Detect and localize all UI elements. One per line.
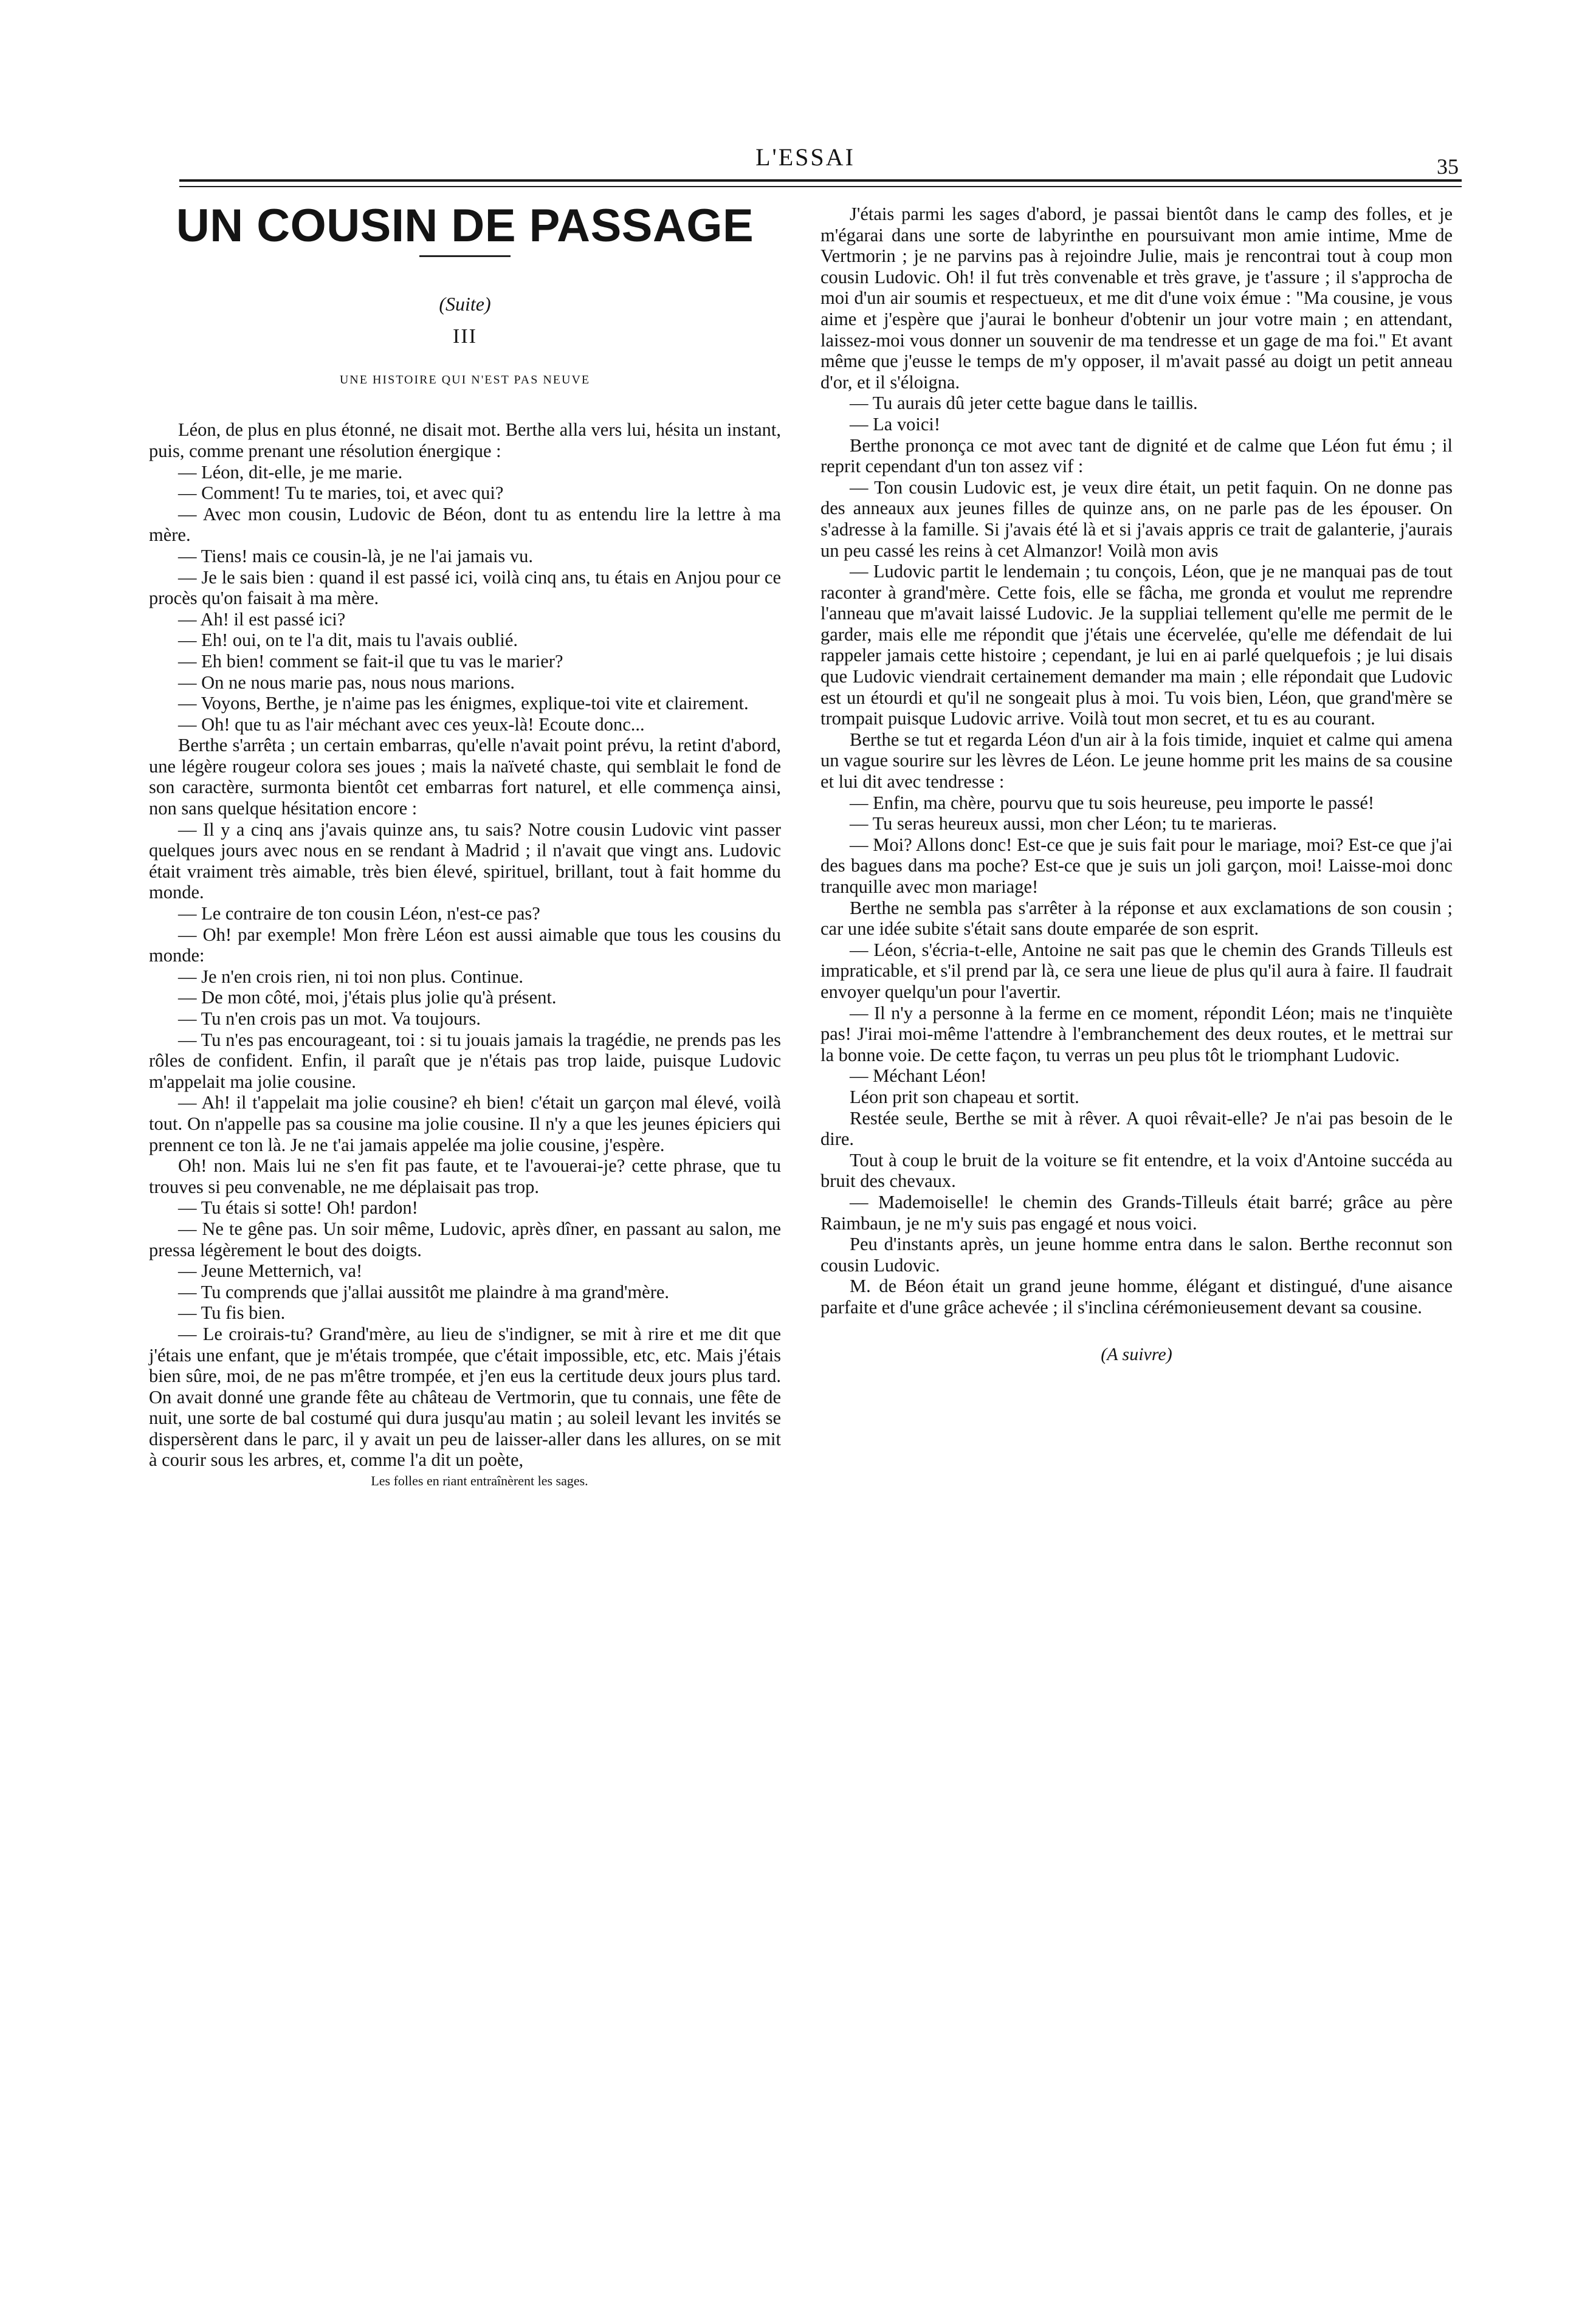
paragraph: J'étais parmi les sages d'abord, je passai bientôt dans le camp des folles, et je m'égarai dans une sorte de labyrinthe en poursuivant mon amie intime, Mme de Vertmorin ; je ne parvins pas à rejoindre Julie, mais je rencontrai tout à coup mon cousin Ludovic. Oh! il fut très convenable et très grave, je t'assure ; il s'approcha de moi d'un air soumis et respectueux, et me dit d'une voix émue : "Ma cousine, je vous aime et j'espère que j'aurai le bonheur d'obtenir un jour votre main ; en attendant, laissez-moi vous donner un souvenir de ma tendresse et un gage de ma foi." Et avant même que j'eusse le temps de m'y opposer, il m'avait passé au doigt un petit anneau d'or, et il s'éloigna. [820,204,1453,393]
paragraph: Oh! non. Mais lui ne s'en fit pas faute, et te l'avouerai-je? cette phrase, que tu trouves si peu convenable, ne me déplaisait pas trop. [149,1155,781,1197]
paragraph: — Léon, dit-elle, je me marie. [178,461,403,483]
paragraph: — Tu comprends que j'allai aussitôt me plaindre à ma grand'mère. [178,1281,670,1302]
left-column [149,200,781,1492]
paragraph: — Ah! il est passé ici? [178,608,346,630]
paragraph: — La voici! [850,413,941,435]
paragraph: — Méchant Léon! [850,1065,987,1087]
paragraph: — Enfin, ma chère, pourvu que tu sois heureuse, peu importe le passé! [850,792,1375,813]
paragraph: — On ne nous marie pas, nous nous marions. [178,672,515,693]
paragraph: Berthe s'arrêta ; un certain embarras, qu'elle n'avait point prévu, la retint d'abord, une légère rougeur colora ses joues ; mais la naïveté chaste, qui semblait le fond de son caractère, surmonta bientôt cet embarras fort naturel, et elle commença ainsi, non sans quelque hésitation encore : [149,735,781,819]
paragraph: — Eh! oui, on te l'a dit, mais tu l'avais oublié. [178,630,518,651]
paragraph: — Comment! Tu te maries, toi, et avec qui? [178,483,504,504]
paragraph: — Il n'y a personne à la ferme en ce moment, répondit Léon; mais ne t'inquiète pas! J'irai moi-même l'attendre à l'embranchement des deux routes, et le mettrai sur la bonne voie. De cette façon, tu verras un peu plus tôt le triomphant Ludovic. [820,1002,1453,1065]
paragraph: — De mon côté, moi, j'étais plus jolie qu'à présent. [178,987,557,1008]
paragraph: — Tu n'es pas encourageant, toi : si tu jouais jamais la tragédie, ne prends pas les rôles de confident. Enfin, il paraît que je n'étais pas trop laide, puisque Ludovic m'appelait ma jolie cousine. [149,1029,781,1092]
paragraph: — Moi? Allons donc! Est-ce que je suis fait pour le mariage, moi? Est-ce que j'ai des bagues dans ma poche? Est-ce que je suis un joli garçon, moi! Laisse-moi donc tranquille avec mon mariage! [820,834,1453,897]
chapter-title: UNE HISTOIRE QUI N'EST PAS NEUVE [339,373,591,387]
header-rule-thin [179,186,1462,187]
page-number: 35 [1437,154,1459,179]
paragraph: Berthe se tut et regarda Léon d'un air à la fois timide, inquiet et calme qui amena un vague sourire sur les lèvres de Léon. Le jeune homme prit les mains de sa cousine et lui dit avec tendresse : [820,729,1453,792]
paragraph: — Ton cousin Ludovic est, je veux dire était, un petit faquin. On ne donne pas des anneaux aux jeunes filles de quinze ans, on ne parle pas de les épouser. On s'adresse à la famille. Si j'avais été là et si j'avais appris ce trait de galanterie, j'aurais un peu cassé les reins à cet Almanzor! Voilà mon avis [820,476,1453,561]
to-be-continued: (A suivre) [1101,1344,1172,1365]
suite-label: (Suite) [439,292,491,315]
paragraph: — Tu aurais dû jeter cette bague dans le taillis. [850,393,1198,414]
verse-caption: Les folles en riant entraînèrent les sages. [371,1473,588,1489]
paragraph: — Le contraire de ton cousin Léon, n'est-ce pas? [178,903,540,924]
paragraph: — Léon, s'écria-t-elle, Antoine ne sait pas que le chemin des Grands Tilleuls est impraticable, et s'il prend par là, ce sera une lieue de plus qu'il aura à faire. Il faudrait envoyer quelqu'un pour l'avertir. [820,939,1453,1002]
paragraph: Peu d'instants après, un jeune homme entra dans le salon. Berthe reconnut son cousin Ludovic. [820,1234,1453,1276]
paragraph: — Le croirais-tu? Grand'mère, au lieu de s'indigner, se mit à rire et me dit que j'étais une enfant, que je m'étais trompée, que c'était impossible, etc, etc. Mais j'étais bien sûre, moi, de ne pas m'être trompée, et j'en eus la certitude deux jours plus tard. On avait donné une grande fête au château de Vertmorin, que tu connais, une fête de nuit, une sorte de bal costumé qui dura jusqu'au matin ; au soleil levant les invités se dispersèrent dans le parc, il y avait un peu de laisser-aller dans les allures, on se mit à courir sous les arbres, et, comme l'a dit un poète, [149,1323,781,1471]
paragraph: — Ludovic partit le lendemain ; tu conçois, Léon, que je ne manquai pas de tout raconter à grand'mère. Cette fois, elle se fâcha, me gronda et voulut me reprendre l'anneau que m'avait laissé Ludovic. Je la suppliai tellement qu'elle me permit de le garder, mais elle me répondit que j'étais une écervelée, qu'elle me défendait de lui rappeler jamais cette histoire ; cependant, je lui en ai parlé quelquefois ; je lui disais que Ludovic viendrait certainement demander ma main ; elle répondait que Ludovic est un étourdi et qu'il ne songeait plus à moi. Tu vois bien, Léon, que grand'mère se trompait puisque Ludovic arrive. Voilà tout mon secret, et tu es au courant. [820,561,1453,729]
running-title: L'ESSAI [755,143,855,171]
paragraph: — Ah! il t'appelait ma jolie cousine? eh bien! c'était un garçon mal élevé, voilà tout. On n'appelle pas sa cousine ma jolie cousine. Il n'y a que les jeunes épiciers qui prennent ce ton là. Je ne t'ai jamais appelée ma jolie cousine, j'espère. [149,1092,781,1155]
title-divider [419,255,511,257]
paragraph: — Voyons, Berthe, je n'aime pas les énigmes, explique-toi vite et clairement. [178,693,749,714]
paragraph: Léon, de plus en plus étonné, ne disait mot. Berthe alla vers lui, hésita un instant, puis, comme prenant une résolution énergique : [149,419,781,461]
paragraph: — Je le sais bien : quand il est passé ici, voilà cinq ans, tu étais en Anjou pour ce procès qu'on faisait à ma mère. [149,566,781,609]
paragraph: — Je n'en crois rien, ni toi non plus. Continue. [178,966,523,987]
paragraph: — Eh bien! comment se fait-il que tu vas le marier? [178,650,563,672]
paragraph: — Mademoiselle! le chemin des Grands-Tilleuls était barré; grâce au père Raimbaun, je ne m'y suis pas engagé et nous voici. [820,1191,1453,1234]
paragraph: — Oh! que tu as l'air méchant avec ces yeux-là! Ecoute donc... [178,713,645,735]
paragraph: — Tu étais si sotte! Oh! pardon! [178,1197,418,1219]
paragraph: Tout à coup le bruit de la voiture se fit entendre, et la voix d'Antoine succéda au bruit des chevaux. [820,1149,1453,1192]
header-rule [179,179,1462,182]
paragraph: Berthe prononça ce mot avec tant de dignité et de calme que Léon fut ému ; il reprit cependant d'un ton assez vif : [820,435,1453,477]
paragraph: — Il y a cinq ans j'avais quinze ans, tu sais? Notre cousin Ludovic vint passer quelques jours avec nous en se rendant à Madrid ; il n'avait que vingt ans. Ludovic était vraiment très aimable, très bien élevé, spirituel, brillant, tout à fait homme du monde. [149,819,781,903]
paragraph: — Tu seras heureux aussi, mon cher Léon; tu te marieras. [850,813,1278,834]
paragraph: — Ne te gêne pas. Un soir même, Ludovic, après dîner, en passant au salon, me pressa légèrement le bout des doigts. [149,1218,781,1260]
article-title: UN COUSIN DE PASSAGE [176,200,754,252]
paragraph: — Oh! par exemple! Mon frère Léon est aussi aimable que tous les cousins du monde: [149,924,781,966]
paragraph: — Jeune Metternich, va! [178,1260,363,1282]
paragraph: — Tiens! mais ce cousin-là, je ne l'ai jamais vu. [178,545,534,566]
paragraph: M. de Béon était un grand jeune homme, élégant et distingué, d'une aisance parfaite et d'une grâce achevée ; il s'inclina cérémonieusement devant sa cousine. [820,1276,1453,1318]
chapter-number: III [453,325,477,348]
right-column [820,204,1453,1366]
paragraph: — Tu n'en crois pas un mot. Va toujours. [178,1008,481,1029]
paragraph: Berthe ne sembla pas s'arrêter à la réponse et aux exclamations de son cousin ; car une idée subite s'était sans doute emparée de son esprit. [820,897,1453,940]
paragraph: Restée seule, Berthe se mit à rêver. A quoi rêvait-elle? Je n'ai pas besoin de le dire. [820,1107,1453,1150]
paragraph: — Avec mon cousin, Ludovic de Béon, dont tu as entendu lire la lettre à ma mère. [149,503,781,546]
paragraph: — Tu fis bien. [178,1302,286,1324]
paragraph: Léon prit son chapeau et sortit. [850,1086,1079,1107]
